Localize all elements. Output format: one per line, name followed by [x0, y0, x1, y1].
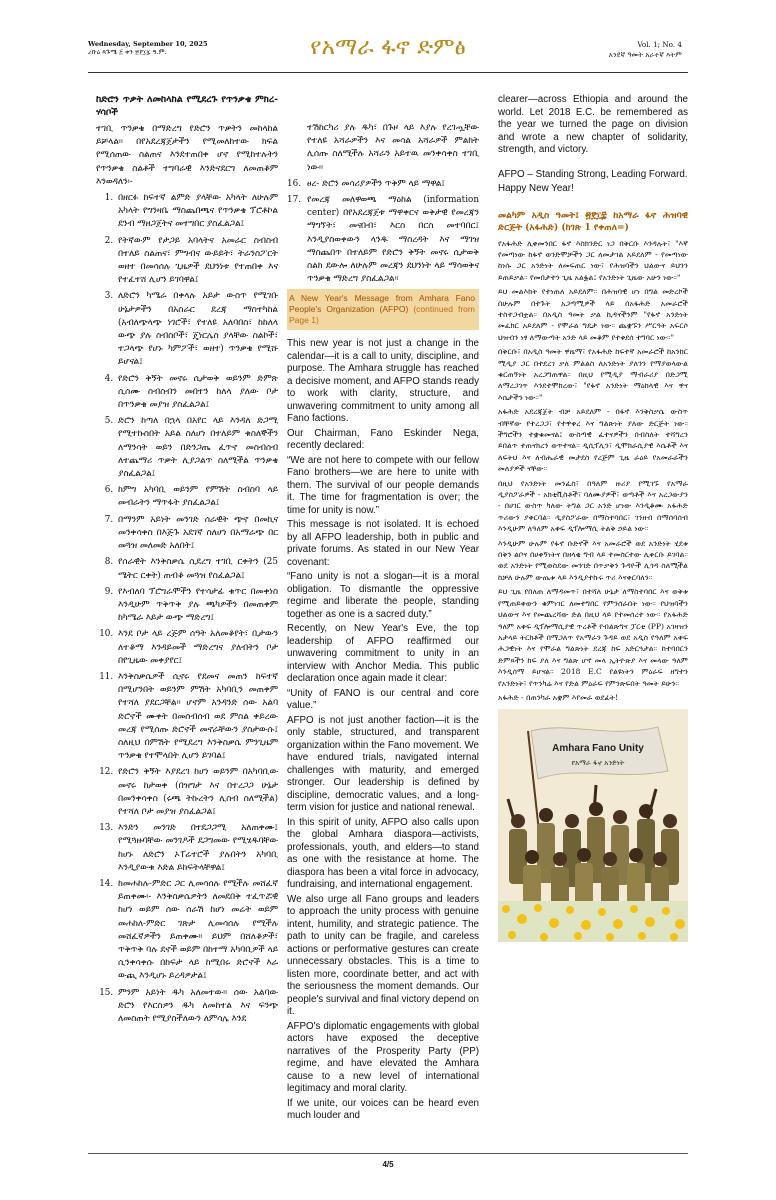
article-paragraph: ይህ ጊዜ የበለጠ ለማዳመጥ፣ በተሻለ ሁኔታ ለማስተባበር እና ወቅቱ የሚጠይቀውን ቁምነገር ለመተግበር የምንሰራበት ነው። የህዝባችን ህልውና እና የመጨረሻው ድል በዚህ ላይ የተመሰረተ ነው። የአፋሕድ ዓለም አቀፍ ዲፕሎማሲያዊ ጥረቶች የብልጽግና ፓርቲ (PP) አገዛዝን አታላይ ትርክቶች በማጋለጥ የአማራን ጉዳይ ወደ አዲስ የዓለም አቀፍ ሕጋዊነት እና የሞራል ግልጽነት ደረጃ ከፍ አድርጓታል። ከተባበርን ድምጻችን ከፍ ያለ እና ግልጽ ሆኖ መላ ኢትዮጵያ እና መላው ዓለም እንዲሰማ ይሆናል። 2018 E.C የልዩነትን ምዕራፍ ዘግተን የአንድነት፣ የጥንካሬ እና የድል ምዕራፍ የምንጽፍበት ዓመት ይሁን። — [498, 587, 688, 688]
list-item: 5. ድሮን ከጣለ በኋላ በአየር ላይ እንዳለ ድጋሚ የሚተኩስበት አይል ስለሆነ በተለይም ቁስለኞችን ለማንሳት ወይን በድንጋጤ ፈጥኖ መስብሰብ ለተጨማሪ ጥቃት ሊያጋልጥ ስለሚችል ጥንቃቄ ያስፈልጋል፤ — [116, 415, 278, 481]
volume-number: Vol. 1; No. 4 — [637, 40, 682, 49]
column-1 — [96, 94, 278, 1029]
article-paragraph: አፋሕድ አደረጃጀት ብቻ አይደለም - በፋኖ እንቅስቃሴ ውስጥ ብቸኛው የተረጋጋ፣ የተዋቀረ እና ግልጽነት ያለው ድርጅት ነው። ችግሮችን ተቋቁመናል፤ ውስጣዊ ፈተናዎችን በብስለት ተሻግረን ይበልጥ ተጠናክረን ወጥተናል። ዲሲፕሊን፣ ዲሞክራሲያዊ እሴቶች እና ለፍትህ እና ለብሔራዊ መታደስ የረጅም ጊዜ ራዕይ የአመራራችን መለያዎች ናቸው። — [498, 407, 688, 474]
afpo-article-ending — [498, 94, 688, 196]
article-paragraph: AFPO is not just another faction—it is the only stable, structured, and transparent organization within the Fano movement. We have endured trials, navigated internal challenges with maturity, and emerged stronger. Our leadership is defined by discipline, democratic values, and a long-term vision for justice and national renewal. — [287, 714, 479, 814]
amharic-article — [498, 238, 688, 704]
list-item: 11. እንቅስቃሴዎች ሲኖሩ የደመና መጠን ከፍተኛ በሚሆንበት ወይንም ምሽት አካባቢን መጠቀም የተሻለ ያደርጋቸል፡፡ ሆኖም አንዳንድ ሰው አልባ ድሮኖች ሙቀት በመሰብሰብ ወደ ምስል ቀይረው መረጃ የሚሰጡ ድሮኖች መኖራቸውን ያስታውሱ፤ ስለዚህ በምሽት የሚደረግ እንቅስቃሴ ምንጊዜም ጥንቃቄ የተሞላበት ሊሆን ይገባል፤ — [116, 671, 278, 763]
drone-safety-list-continued — [287, 122, 479, 286]
article-quote: “Fano unity is not a slogan—it is a moral obligation. To dismantle the oppressive regime and liberate the people, standing together as one is a sacred duty.” — [287, 571, 479, 620]
list-number: 17. — [287, 195, 301, 206]
afpo-heading: A New Year's Message from Amhara Fano People's Organization (AFPO) — [289, 293, 475, 315]
newspaper-title: የአማራ ፋኖ ድምፅ — [310, 34, 466, 60]
list-item: 13. እንድን መንገድ በተደጋጋሚ አለጠቀሙ፤ የሚጓዙባቸው መንገዶች ደጋግመው የሚሄዱባቸው ከሆኑ ለድሮን ኦፐሬተሮች ያሉበትን አካባቢ እንዲያውቁ እድል ይከፍትላቸዋል፤ — [116, 822, 278, 875]
list-number: 16. — [287, 178, 301, 189]
list-item — [287, 194, 479, 286]
list-item — [307, 122, 479, 175]
article-paragraph: እንዲሁም ሁሉም የፋኖ ቡድኖች እና አመራሮች ወደ አንድነት ሂደቱ በቅን ልቦና በሀቀኝነትና በዘላቂ ግብ ላይ ተመስርተው ሊቀርቡ ይገባል። ወደ አንድነት የሚወስደው መንገድ በጥቃቅን ጉዳዮች ሊጎዳ ስለሚችል ከቻለ ሁሉም ውጤቱ ላይ እንዲያተኩሩ ጥሪ እናቀርባለን። — [498, 538, 688, 582]
list-item: 2. የትኛውም የታጋይ አባላትና አመራር ስብስብ በተለይ ስልጠና፣ ምግብና ውይይት፣ ትራንስፖርት ወዘተ በመሳሰሉ ጊዜዎች ደህንነቱ የተጠበቀ እና የተፈተሸ ሊሆን ይገባዋል፤ — [116, 235, 278, 288]
article-paragraph: This message is not isolated. It is echoed by all AFPO leadership, both in public and private forums. As stated in our New Year covenant: — [287, 519, 479, 568]
article-paragraph: Recently, on New Year's Eve, the top leadership of AFPO reaffirmed our unwavering commitment to unity in an interview with Anchor Media. This public declaration once again made it clear: — [287, 623, 479, 685]
list-item: 12. የድሮን ቅኝት እያደረገ ከሆነ ወይንም በአካባቢው መኖሩ ከታወቀ (በዝግታ እና በተረጋጋ ሁኔታ በመንቀሳቀስ (ሩጫ ትኩረትን ሊስብ ስለሚችል) የተሻለ ቦታ መያዝ ያስፈልጋል፤ — [116, 766, 278, 819]
article-slogan: AFPO – Standing Strong, Leading Forward. — [498, 168, 688, 180]
list-text: ተሽከርካሪ ያሉ ዱካ፣ በጉዞ ላይ እያሉ የረገጧቸው የተለዩ አሻራዎችን እና መሳል አሻራዎች ምልክት ሊሰጡ ስለሚችሉ አሻራን አይተዉ መንቀሳቀስ ተገቢ ነው፡፡ — [307, 123, 479, 173]
continued-label: (continued from Page 1) — [289, 304, 475, 326]
list-item: 9. የእብለባ ፕሮግራሞችን የተሳታፊ ቁጥር በመቀነስ እንዲሁም ጥቅጥቅ ያሉ ጫካዎችን በመጠቀም ከካሜራ እይታ ውጭ ማድረግ፤ — [116, 586, 278, 626]
list-item: 10. እንደ ቦታ ላይ ረጅም ሰዓት አለመቆየት፣ ቢታውን ለተቆማ እንዳይመች ማድረግና ያለብትን ቦታ በየጊዜው መቀያየር፤ — [116, 628, 278, 668]
list-text: ፀረ- ድሮን መሳሪያዎችን ጥቅም ላይ ማዋል፤ — [307, 178, 445, 189]
drone-safety-list — [96, 192, 278, 1026]
article-paragraph: በዚህ የአንድነት መንፈስ፣ በዓለም ዙሪያ የሚገኙ የአማራ ዲያስፖራዎች - አክቲቪስቶች፣ ባለሙያዎች፣ ወጣቶች እና አረጋውያን - በሀገር ውስጥ ካለው ትግል ጋር አንድ ሆነው እንዲቆሙ አፋሕድ ጥሪውን ያቀርባል። ዲያስፖራው በማስተባበር፣ ገንዘብ በማሰባሰብ እንዲሁም ለዓለም አቀፍ ዲፕሎማሲ ትልቅ ኃይል ነው። — [498, 478, 688, 534]
article-paragraph: ይህ መልእክት የተነጠለ አይደለም። በሕዝባዊ ሆነ በግል መድረኮች በሁሉም በተጉት አጋጣሚዎች ላይ በአፋሕድ አመራሮች ተስተጋብቷል። በአዲስ ዓመት ቃል ኪዳናችንም "የፋኖ አንድነት መፈክር አይደለም - የሞራል ግዴታ ነው። ጨቋኙን ሥርዓት አፍርሶ ህዝብን ነፃ ለማውጣት አንድ ላይ መቆም የተቀደሰ ተግባር ነው።" — [498, 287, 688, 342]
article-closing: አፋሕድ - በጠንካራ አቋም እየመራ ወደፊት! — [498, 692, 618, 702]
article-paragraph: In this spirit of unity, AFPO also calls upon the global Amhara diaspora—activists, professionals, youth, and elders—to stand as one with the resistance at home. The diaspora has been a vital force in advocacy, fundraising, and international engagement. — [287, 816, 479, 891]
date-ethiopian: ረቡዕ ጳጉሜ ፭ ቀን ፳፻፲፯ ዓ.ም. — [88, 48, 167, 56]
list-item: 3. ለድሮን ካሜራ በቀላሉ አይታ ውስጥ የሚገቡ ሁኔታዎችን በአስራር ደረጃ ማስተካከል (አብለጭላጭ ነገሮች፣ የተለዩ አለባበስ፣ ከከለላ ውጭ ያሉ ስብስቦች፣ ጄነርሌስ ያላቸው ስልኮች፣ ተጋላጭ የሆኑ ካምፖች፣ ወዘተ) ጥንቃቄ የሚሹ ይሆናል፤ — [116, 290, 278, 369]
page-number: 4/5 — [382, 1160, 394, 1169]
article-paragraph: በቅርቡ፣ በአዲስ ዓመት ዋዜማ፣ የአፋሕድ ከፍተኛ አመራሮች ከአንከር ሚዲያ ጋር በተደረገ ቃለ ምልልስ ለአንድነት ያለንን የማያወላውል ቁርጠኝነት አረጋግጠዋል። በዚህ የሚዲያ ማብራሪያ በድጋሚ ለማረጋገጥ እንደተሞከረው፣ "የፋኖ አንድነት ማዕከላዊ እና ዋና እሴታችን ነው።" — [498, 347, 688, 402]
column-3 — [498, 94, 688, 942]
drone-safety-heading: ከድሮን ጥቃት ለመከላከል የሚደረጉ የጥንቃቄ ምክረ-ሃሳቦች — [96, 94, 278, 118]
list-text: የመረጃ መለዋወጫ ማዕከል (information center) በየአደረጃጀቱ ማዋቀርና ወቅታዊ የመረጃን ማግኘት፣ መናበብ፣ እርስ በርስ መተባበር፤ እንዲያስወቀውን ላንዱ ማስረዳት እና ማገዝ ማስጨበጥ በተለይም የድሮን ቅኝት መኖሩ ሲታወቅ ስልክ ደውሎ ለሁሉም መረጃን ደህንነት ላይ ማሳወቅና ጥንቃቄ ማድረግ ያስፈልጋል፡፡ — [307, 195, 479, 285]
banner-text: Amhara Fano Unity — [552, 743, 644, 755]
article-paragraph: የአፋሕድ ሊቀመንበር ፋኖ እስክንድር ነጋ በቅርቡ እንዳሉት፣ "እኛ የመጣነው ከፋኖ ወንድሞቻችን ጋር ለመታገል አይደለም - የመጣነው ከነሱ ጋር አንድነት ለመፍጠር ነው፣ የሕዝባችን ህልውና ይህንን ይጠይቃል። የመበታተን ጊዜ አልፏል፤ የአንድነት ጊዜው አሁን ነው።" — [498, 238, 688, 282]
masthead-volume — [609, 40, 682, 59]
fano-unity-illustration — [498, 709, 688, 942]
article-greeting: Happy New Year! — [498, 183, 574, 194]
list-item: 4. የድሮን ቅኝት መኖሩ ሲታወቅ ወይንም ድምጽ ሲሰሙ ስብስብን መበተን ከለላ ያለው ቦታ በጥንቃቄ መያዝ ያስፈልጋል፤ — [116, 373, 278, 413]
article-paragraph: AFPO's diplomatic engagements with global actors have exposed the deceptive narratives of the Prosperity Party (PP) regime, and have elevated the Amhara cause to a new level of international legitimacy and moral clarity. — [287, 1020, 479, 1095]
list-item: 14. ከመሐከሉ-ምድር ጋር ሊመሳሰሉ የሚችሉ መሸፈኛ ይጠቀሙ፡- እንቅስቃሴዎትን ለመደበቅ ተፈጥሯዊ ከሆነ ወይም ሰው ሰራሽ ከሆነ መሬት ወይም መሐከለ-ምድር ገጽታ ሊመሳሰሉ የሚችሉ መሸፈኛዎችን ይጠቀሙ፡፡ ይህም በሸለቆዎች፣ ጥቅጥቅ ባሉ ደኖች ወይም በከተማ አካባቢዎች ላይ ሲንቀሳቀሱ በከፍታ ላይ ከሚበሩ ድሮኖች እራ ውጪ እንዲሆኑ ይረዳዎታል፤ — [116, 878, 278, 984]
footer-rule — [88, 1153, 688, 1154]
article-paragraph: This new year is not just a change in the calendar—it is a call to unity, discipline, and purpose. The Amhara struggle has reached a decisive moment, and AFPO stands ready to work with clarity, structure, and unwavering commitment to unity among all Fano factions. — [287, 338, 479, 425]
drone-safety-intro: ተገቢ ጥንቃቄ በማድረግ የድሮን ጥቃትን መከላከል ይቻላል፡፡ በየአደረጃጀታችን የሚመለከተው ክፍል የሚሰጠው ስልጠና እንደተጠበቀ ሆኖ የሚከተሉትን የጥንቃቄ ስልቶች ተግባራዊ እንድናደርግ ለመጠቆም እንወዳለን፡- — [96, 124, 278, 187]
list-item: 15. ምንም አይነት ዱካ አለመተው፡፡ ሰው አልባው ድሮን የእርስዎን ዱካ ለመከተል እና ፍንጭ ለመስጠት የሚያስችለውን ለምሳሌ እንደ — [116, 987, 278, 1027]
list-item: 7. በማንም አይነት መንገድ ሰራዊት ጭኖ በመኪና መንቀሳቀስ በእጅጉ አደገኛ ስለሆነ በአማራጭ በር መጓዝ መለመድ አለበት፤ — [116, 514, 278, 554]
article-paragraph: clearer—across Ethiopia and around the world. Let 2018 E.C. be remembered as the year we turned the page on division and wrote a new chapter of solidarity, strength, and victory. — [498, 94, 688, 155]
list-item: 6. ከምግ አካባቢ ወይንም የምሽት ስብስባ ላይ መብራትን ማጥፋት ያስፈልጋል፤ — [116, 484, 278, 510]
amharic-newyear-heading: መልካም አዲስ ዓመት፤ ፳፻፲፰ ከአማራ ፋኖ ሕዝባዊ ድርጅት (አፋሕድ) (ከገጽ 1 የቀጠለ=) — [498, 210, 688, 233]
list-item: 1. በዘርፉ ከፍተኛ ልምድ ያላቸው አካላት ለሁሉም አካላት የግንዛቤ ማስጨበጫና የጥንቃቄ ፕሮቶኮል ደንብ ማዘጋጀትና መተግበር ያስፈልጋል፤ — [116, 192, 278, 232]
article-paragraph: If we unite, our voices can be heard even much louder and — [287, 1097, 479, 1122]
afpo-heading-box — [287, 289, 479, 330]
article-paragraph: We also urge all Fano groups and leaders to approach the unity process with genuine intent, humility, and strategic patience. The path to unity can be fragile, and careless actions or performative gestures can create unnecessary obstacles. This is a time to listen more, coordinate better, and act with the seriousness the moment demands. Our people's survival and final victory depend on it. — [287, 893, 479, 1018]
article-quote: “Unity of FANO is our central and core value.” — [287, 687, 479, 712]
banner-text-amharic: የአማራ ፋኖ አንድነት — [571, 759, 625, 768]
masthead — [0, 0, 776, 74]
article-paragraph: Our Chairman, Fano Eskinder Nega, recently declared: — [287, 427, 479, 452]
column-2 — [287, 122, 479, 1125]
masthead-rule — [88, 72, 688, 73]
date-english: Wednesday, September 10, 2025 — [88, 40, 208, 48]
list-item: 8. የሰራዊት እንቅስቃሴ ሲደረግ ተገቢ ርቀትን (25 ሜትር ርቀት) ጠብቆ መጓዝ የስፈልጋል፤ — [116, 556, 278, 582]
afpo-article-english — [287, 338, 479, 1123]
fano-unity-art — [498, 709, 688, 942]
list-item — [287, 178, 479, 191]
article-quote: “We are not here to compete with our fellow Fano brothers—we are here to unite with them. The survival of our people demands it. The time for fragmentation is over; the time for unity is now.” — [287, 454, 479, 516]
edition-label: አንደኛ ዓመት አራተኛ እትም — [608, 49, 682, 59]
